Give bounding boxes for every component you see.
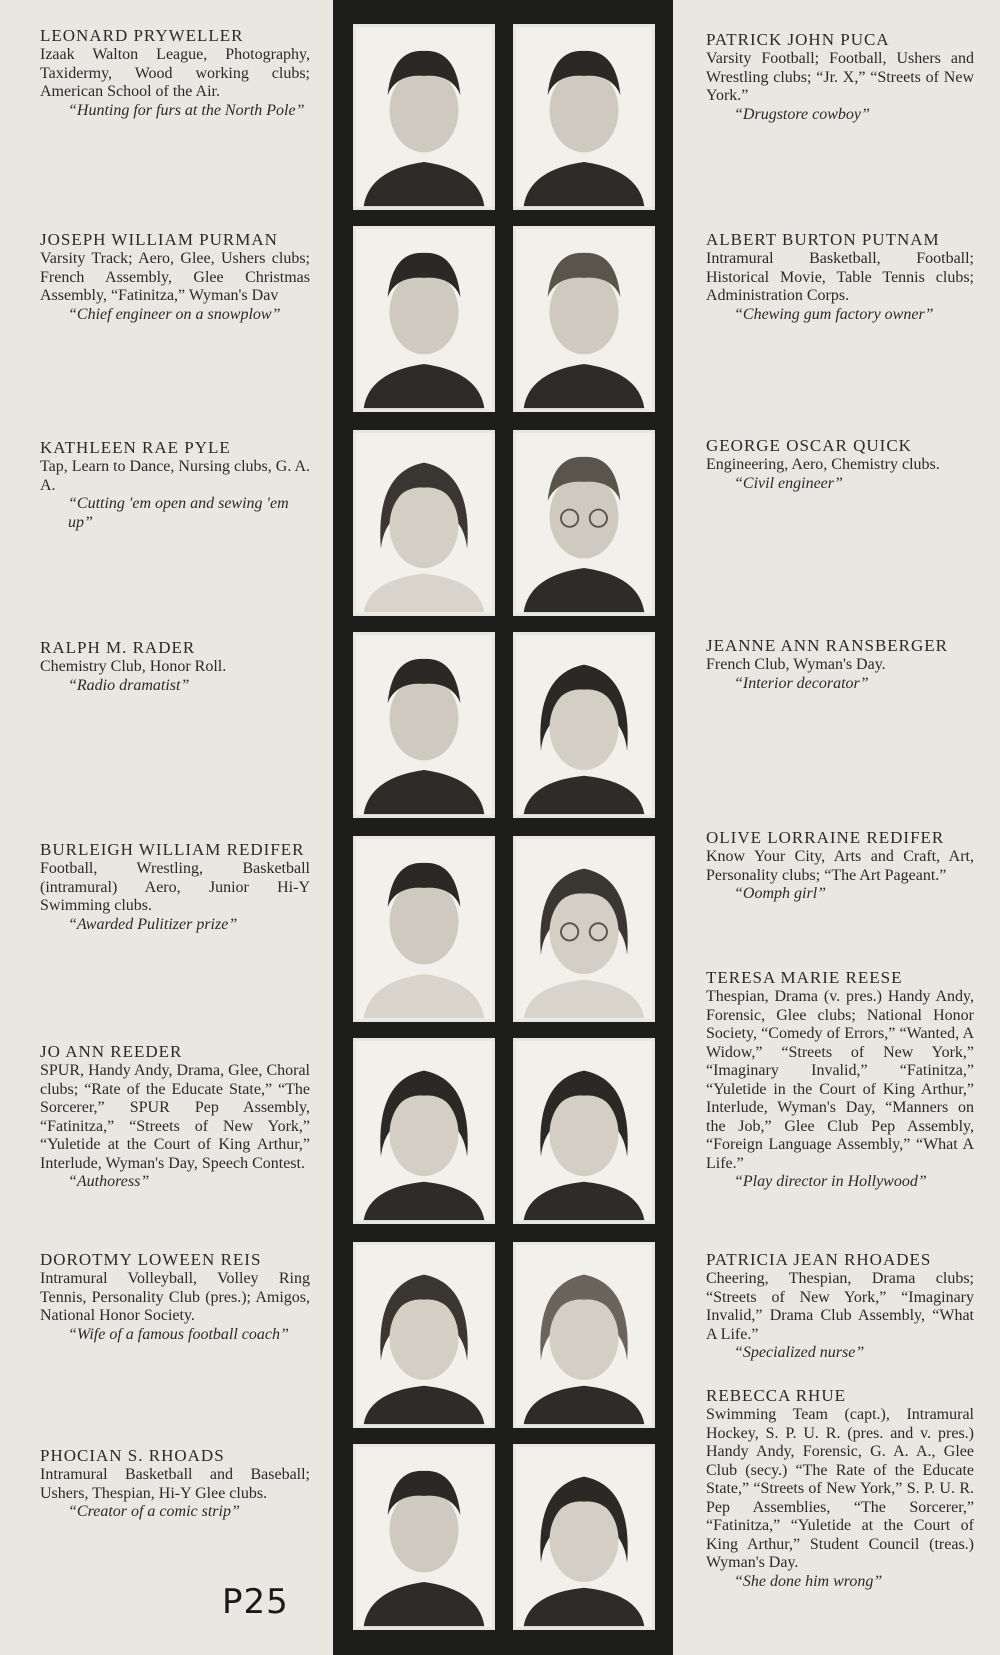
student-name: OLIVE LORRAINE REDIFER: [706, 828, 945, 847]
student-name: RALPH M. RADER: [40, 638, 196, 657]
student-quote: “ Civil engineer ”: [706, 475, 974, 494]
student-activities: Izaak Walton League, Photography, Taxidermy, Wood working clubs; American School of the Air.: [40, 46, 310, 100]
student-quote: “ Oomph girl ”: [706, 885, 974, 904]
portrait-photo: [513, 24, 655, 210]
left-entry-8: [40, 1446, 310, 1522]
student-name: JO ANN REEDER: [40, 1042, 183, 1061]
portrait-photo: [353, 1242, 495, 1428]
right-entry-8: [706, 1386, 974, 1591]
left-entry-3: [40, 438, 310, 532]
student-quote: “ Authoress ”: [40, 1173, 310, 1192]
student-name: BURLEIGH WILLIAM REDIFER: [40, 840, 305, 859]
student-activities: Thespian, Drama (v. pres.) Handy Andy, Forensic, Glee clubs; National Honor Society, “Comedy of Errors,” “Wanted, A Widow,” “Streets of New York,” “Imaginary Invalid,” “Fatinitza,” “Yuletide in the Court of King Arthur,” Interlude, Wyman's Day, “Manners on the Job,” Glee Club Pep Assembly, “Foreign Language Assembly,” “What A Life.”: [706, 988, 974, 1172]
student-name: GEORGE OSCAR QUICK: [706, 436, 912, 455]
student-quote: “ Drugstore cowboy ”: [706, 106, 974, 125]
student-quote: “ Interior decorator ”: [706, 675, 974, 694]
left-entry-1: [40, 26, 310, 120]
page-number: P25: [222, 1582, 289, 1622]
portrait-photo: [513, 226, 655, 412]
student-quote: “ Play director in Hollywood ”: [706, 1173, 974, 1192]
portrait-photo: [513, 430, 655, 616]
portrait-photo: [353, 1038, 495, 1224]
student-quote: “ Cutting 'em open and sewing 'em up ”: [40, 495, 310, 532]
right-entry-5: [706, 828, 974, 904]
student-activities: Varsity Football; Football, Ushers and Wrestling clubs; “Jr. X,” “Streets of New York.”: [706, 50, 974, 104]
student-activities: Chemistry Club, Honor Roll.: [40, 658, 227, 675]
student-name: TERESA MARIE REESE: [706, 968, 903, 987]
portrait-photo: [353, 1444, 495, 1630]
student-name: KATHLEEN RAE PYLE: [40, 438, 231, 457]
left-entry-7: [40, 1250, 310, 1344]
student-activities: French Club, Wyman's Day.: [706, 656, 886, 673]
student-activities: Intramural Basketball and Baseball; Ushers, Thespian, Hi-Y Glee clubs.: [40, 1466, 310, 1502]
left-entry-4: [40, 638, 310, 695]
portrait-photo: [513, 632, 655, 818]
student-quote: “ Chief engineer on a snowplow ”: [40, 306, 310, 325]
right-entry-3: [706, 436, 974, 493]
student-name: JOSEPH WILLIAM PURMAN: [40, 230, 278, 249]
student-activities: Intramural Basketball, Football; Historical Movie, Table Tennis clubs; Administration Corps.: [706, 250, 974, 304]
portrait-photo: [353, 226, 495, 412]
right-entry-4: [706, 636, 974, 693]
student-quote: “ Awarded Pulitizer prize ”: [40, 916, 310, 935]
student-quote: “ Hunting for furs at the North Pole ”: [40, 102, 310, 121]
student-activities: SPUR, Handy Andy, Drama, Glee, Choral clubs; “Rate of the Educate State,” “The Sorcerer,” SPUR Pep Assembly, “Fatinitza,” “Streets of New York,” “Yuletide at the Court of King Arthur,” Interlude, Wyman's Day, Speech Contest.: [40, 1062, 310, 1172]
student-quote: “ Creator of a comic strip ”: [40, 1503, 310, 1522]
student-activities: Know Your City, Arts and Craft, Art, Personality clubs; “The Art Pageant.”: [706, 848, 974, 884]
left-entry-2: [40, 230, 310, 324]
student-activities: Engineering, Aero, Chemistry clubs.: [706, 456, 940, 473]
student-name: PATRICIA JEAN RHOADES: [706, 1250, 932, 1269]
student-quote: “ She done him wrong ”: [706, 1573, 974, 1592]
student-activities: Swimming Team (capt.), Intramural Hockey, S. P. U. R. (pres. and v. pres.) Handy Andy, Forensic, G. A. A., Glee Club (secy.) “The Rate of the Educate State,” “Streets of New York,” S. P. U. R. Pep Assemblies, “The Sorcerer,” “Fatinitza,” “Yuletide at the Court of King Arthur,” Student Council (treas.) Wyman's Day.: [706, 1406, 974, 1571]
portrait-photo: [513, 836, 655, 1022]
student-name: PHOCIAN S. RHOADS: [40, 1446, 225, 1465]
right-entry-6: [706, 968, 974, 1192]
right-entry-7: [706, 1250, 974, 1363]
student-quote: “ Specialized nurse ”: [706, 1344, 974, 1363]
portrait-photo: [353, 430, 495, 616]
portrait-photo: [513, 1242, 655, 1428]
right-entry-2: [706, 230, 974, 324]
portrait-photo: [353, 836, 495, 1022]
student-quote: “ Radio dramatist ”: [40, 677, 310, 696]
student-activities: Football, Wrestling, Basketball (intramural) Aero, Junior Hi-Y Swimming clubs.: [40, 860, 310, 914]
student-name: JEANNE ANN RANSBERGER: [706, 636, 949, 655]
student-name: DOROTMY LOWEEN REIS: [40, 1250, 262, 1269]
student-activities: Intramural Volleyball, Volley Ring Tennis, Personality Club (pres.); Amigos, National Honor Society.: [40, 1270, 310, 1324]
student-name: ALBERT BURTON PUTNAM: [706, 230, 940, 249]
student-quote: “ Wife of a famous football coach ”: [40, 1326, 310, 1345]
portrait-photo: [353, 24, 495, 210]
right-entry-1: [706, 30, 974, 124]
student-activities: Varsity Track; Aero, Glee, Ushers clubs; French Assembly, Glee Christmas Assembly, “Fatinitza,” Wyman's Dav: [40, 250, 310, 304]
student-name: LEONARD PRYWELLER: [40, 26, 244, 45]
left-entry-5: [40, 840, 310, 934]
portrait-photo: [513, 1444, 655, 1630]
student-activities: Cheering, Thespian, Drama clubs; “Streets of New York,” “Imaginary Invalid,” Drama Club Assembly, “What A Life.”: [706, 1270, 974, 1343]
portrait-strip: [333, 0, 673, 1655]
student-name: PATRICK JOHN PUCA: [706, 30, 890, 49]
student-name: REBECCA RHUE: [706, 1386, 846, 1405]
student-quote: “ Chewing gum factory owner ”: [706, 306, 974, 325]
portrait-photo: [353, 632, 495, 818]
portrait-photo: [513, 1038, 655, 1224]
left-entry-6: [40, 1042, 310, 1192]
student-activities: Tap, Learn to Dance, Nursing clubs, G. A. A.: [40, 458, 310, 494]
